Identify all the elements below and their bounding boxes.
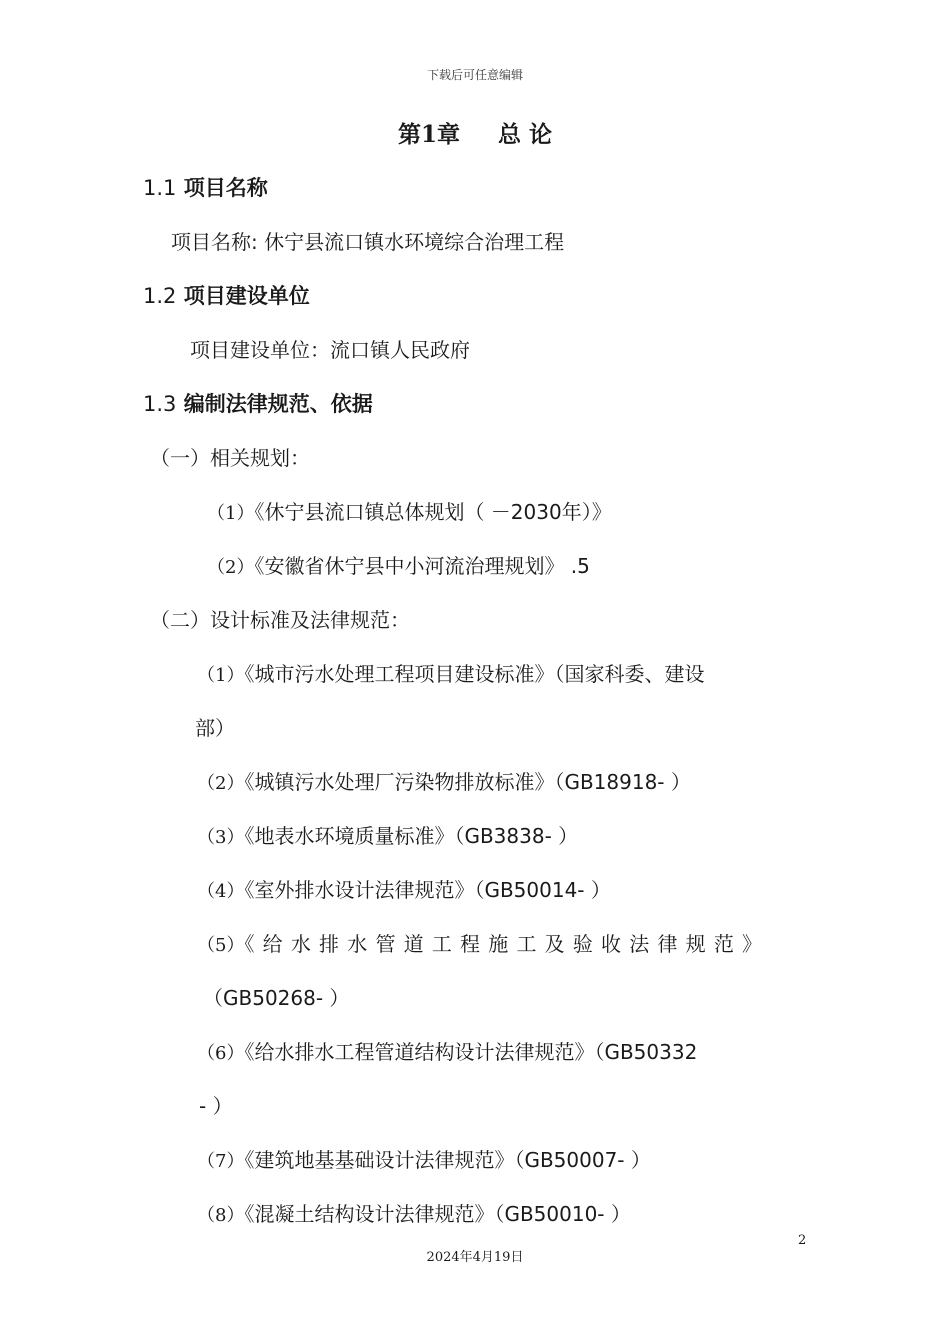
item-text: 《给水排水管道工程施工及验收法律规范》 xyxy=(244,932,771,956)
section-heading-1-3 xyxy=(143,388,373,418)
list-item xyxy=(197,1144,651,1173)
section-number: 1.1 xyxy=(143,176,177,200)
item-number: （1） xyxy=(207,503,255,524)
item-text: 《地表水环境质量标准》（GB3838- ） xyxy=(244,824,579,848)
group-label-standards: （二）设计标准及法律规范： xyxy=(150,608,410,632)
item-text: 《休宁县流口镇总体规划（ －2030年）》 xyxy=(254,500,612,524)
list-item xyxy=(197,874,611,903)
section-title: 项目名称 xyxy=(183,176,268,200)
item-number: （5） xyxy=(197,935,245,956)
item-number: （2） xyxy=(197,773,245,794)
section-heading-1-2 xyxy=(143,280,310,310)
list-item xyxy=(197,928,770,957)
list-item-continuation: 部） xyxy=(195,716,235,740)
section-number: 1.2 xyxy=(143,284,177,308)
item-number: （8） xyxy=(197,1205,245,1226)
list-item xyxy=(197,766,691,795)
page-header: 下载后可任意编辑 xyxy=(426,68,523,82)
item-text: 《安徽省休宁县中小河流治理规划》 .5 xyxy=(254,554,590,578)
list-item-continuation: - ） xyxy=(199,1094,233,1118)
list-item xyxy=(207,550,590,579)
item-text: 《城市污水处理工程项目建设标准》（国家科委、建设 xyxy=(244,662,705,686)
list-item-continuation: （GB50268- ） xyxy=(203,986,350,1010)
item-number: （6） xyxy=(197,1043,245,1064)
chapter-heading xyxy=(0,116,950,149)
section-title: 项目建设单位 xyxy=(183,284,310,308)
project-unit-line: 项目建设单位：流口镇人民政府 xyxy=(190,338,470,362)
list-item xyxy=(197,820,578,849)
list-item xyxy=(197,658,704,687)
chapter-title: 总 论 xyxy=(498,121,553,148)
item-text: 《混凝土结构设计法律规范》（GB50010- ） xyxy=(244,1202,631,1226)
list-item xyxy=(197,1036,697,1065)
chapter-number: 第1章 xyxy=(397,121,460,148)
item-text: 《建筑地基基础设计法律规范》（GB50007- ） xyxy=(244,1148,651,1172)
item-text: 《城镇污水处理厂污染物排放标准》（GB18918- ） xyxy=(244,770,691,794)
project-name-line: 项目名称: 休宁县流口镇水环境综合治理工程 xyxy=(171,230,565,254)
list-item xyxy=(197,1198,631,1227)
section-heading-1-1 xyxy=(143,172,268,202)
item-number: （4） xyxy=(197,881,245,902)
section-title: 编制法律规范、依据 xyxy=(183,392,373,416)
item-text: 《室外排水设计法律规范》（GB50014- ） xyxy=(244,878,611,902)
footer-date: 2024年4月19日 xyxy=(426,1250,524,1265)
item-number: （7） xyxy=(197,1151,245,1172)
list-item xyxy=(207,496,612,525)
page-number: 2 xyxy=(798,1233,807,1248)
group-label-planning: （一）相关规划： xyxy=(150,446,310,470)
item-number: （3） xyxy=(197,827,245,848)
item-text: 《给水排水工程管道结构设计法律规范》（GB50332 xyxy=(244,1040,698,1064)
section-number: 1.3 xyxy=(143,392,177,416)
item-number: （2） xyxy=(207,557,255,578)
item-number: （1） xyxy=(197,665,245,686)
